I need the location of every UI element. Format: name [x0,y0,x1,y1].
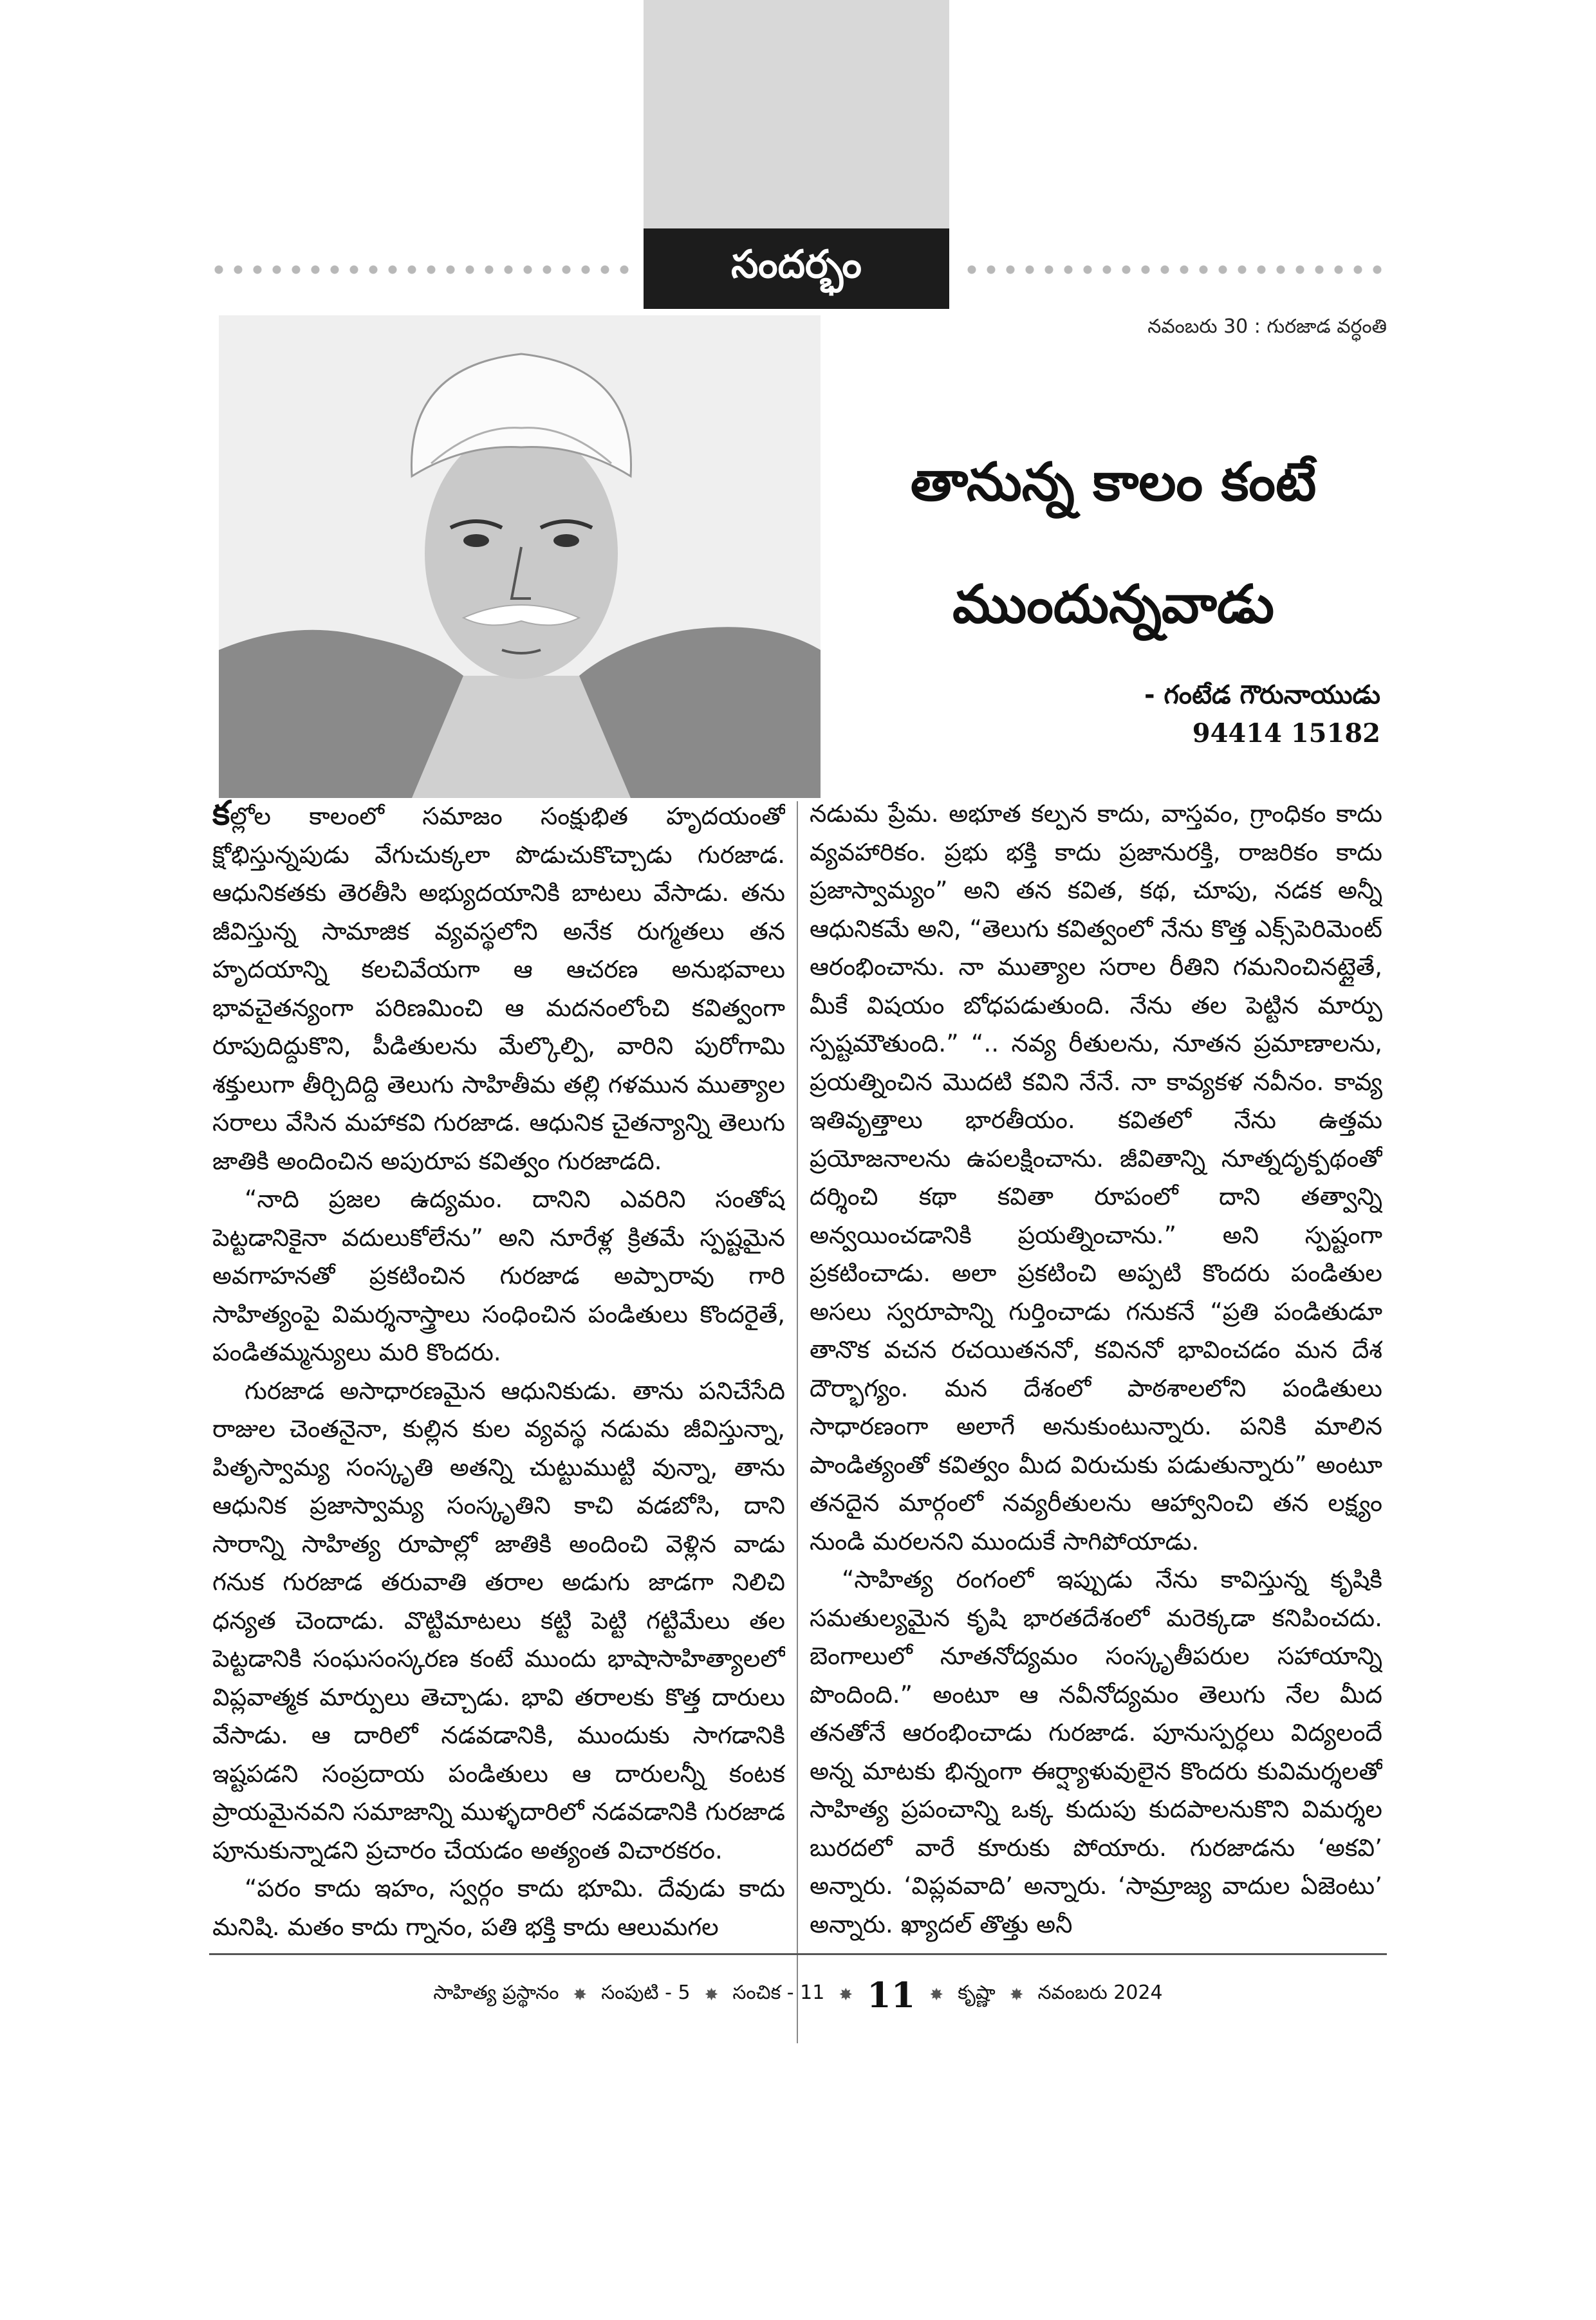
section-label: సందర్భం [644,228,949,309]
separator-star-icon: ✸ [929,1985,944,2005]
separator-star-icon: ✸ [704,1985,719,2005]
paragraph-text: ల్లోల కాలంలో సమాజం సంక్షుభిత హృదయంతో క్షోభిస్తున్నపుడు వేగుచుక్కలా పొడుచుకొచ్చాడు గురజాడ. ఆధునికతకు తెరతీసి అభ్యుదయానికి బాటలు వేసాడు. తను జీవిస్తున్న సామాజిక వ్యవస్థలోని అనేక రుగ్మతలు తన హృదయాన్ని కలచివేయగా ఆ ఆచరణ అనుభవాలు భావచైతన్యంగా పరిణమించి ఆ మదనంలోంచి కవిత్వంగా రూపుదిద్దుకొని, పీడితులను మేల్కొల్పి, వారిని పురోగామి శక్తులుగా తీర్చిదిద్ది తెలుగు సాహితీమ తల్లి గళమున ముత్యాల సరాలు వేసిన మహాకవి గురజాడ. ఆధునిక చైతన్యాన్ని తెలుగు జాతికి అందించిన అపురూప కవిత్వం గురజాడది. [212,802,785,1175]
occasion-note: నవంబరు 30 : గురజాడ వర్ధంతి [1147,315,1387,338]
issue-date: నవంబరు 2024 [1037,1981,1163,2004]
column-divider [797,801,798,2043]
page-number: 11 [867,1974,916,2016]
drop-cap: క [212,795,230,833]
issue-label: సంచిక - 11 [732,1981,825,2004]
body-column-left [212,795,785,2320]
body-column-right [810,795,1382,2320]
title-line-1: తానున్న కాలం కంటే [910,452,1317,513]
dotted-rule-right [962,265,1387,274]
magazine-name: సాహిత్య ప్రస్థానం [433,1981,559,2004]
paragraph: “నాది ప్రజల ఉద్యమం. దానిని ఎవరిని సంతోష పెట్టడానికైనా వదులుకోలేను” అని నూరేళ్ల క్రితమే స్పష్టమైన అవగాహనతో ప్రకటించిన గురజాడ అప్పారావు గారి సాహిత్యంపై విమర్శనాస్త్రాలు సంధించిన పండితులు కొందరైతే, పండితమ్మన్యులు మరి కొందరు. [212,1185,785,1366]
page-footer [209,1969,1387,2021]
month-name: కృష్ణా [958,1981,996,2004]
paragraph [212,795,785,1180]
separator-star-icon: ✸ [573,1985,588,2005]
title-line-2: ముందున్నవాడు [952,574,1274,635]
paragraph: గురజాడ అసాధారణమైన ఆధునికుడు. తాను పనిచేసేది రాజుల చెంతనైనా, కుల్లిన కుల వ్యవస్థ నడుమ జీవిస్తున్నా, పితృస్వామ్య సంస్కృతి అతన్ని చుట్టుముట్టి వున్నా, తాను ఆధునిక ప్రజాస్వామ్య సంస్కృతిని కాచి వడబోసి, దాని సారాన్ని సాహిత్య రూపాల్లో జాతికి అందించి వెళ్లిన వాడు గనుక గురజాడ తరువాతి తరాల అడుగు జాడగా నిలిచి ధన్యత చెందాడు. వొట్టిమాటలు కట్టి పెట్టి గట్టిమేలు తల పెట్టడానికి సంఘసంస్కరణ కంటే ముందు భాషాసాహిత్యాలలో విప్లవాత్మక మార్పులు తెచ్చాడు. భావి తరాలకు కొత్త దారులు వేసాడు. ఆ దారిలో నడవడానికి, ముందుకు సాగడానికి ఇష్టపడని సంప్రదాయ పండితులు ఆ దారులన్నీ కంటక ప్రాయమైనవని సమాజాన్ని ముళ్ళదారిలో నడవడానికి గురజాడ పూనుకున్నాడని ప్రచారం చేయడం అత్యంత విచారకరం. [212,1376,785,1864]
paragraph: “సాహిత్య రంగంలో ఇప్పుడు నేను కావిస్తున్న కృషికి సమతుల్యమైన కృషి భారతదేశంలో మరెక్కడా కనిపించదు. బెంగాలులో నూతనోద్యమం సంస్కృతీపరుల సహాయాన్ని పొందింది.” అంటూ ఆ నవీనోద్యమం తెలుగు నేల మీద తనతోనే ఆరంభించాడు గురజాడ. పూనుస్పర్ధలు విద్యలందే అన్న మాటకు భిన్నంగా ఈర్ష్యాళువులైన కొందరు కువిమర్శలతో సాహిత్య ప్రపంచాన్ని ఒక్క కుదుపు కుదపాలనుకొని విమర్శల బురదలో వారే కూరుకు పోయారు. గురజాడను ‘అకవి’ అన్నారు. ‘విప్లవవాది’ అన్నారు. ‘సామ్రాజ్య వాదుల ఏజెంటు’ అన్నారు. ఖ్యాదల్ తొత్తు అనీ [810,1565,1382,1938]
author-name: - గంటేడ గౌరునాయుడు [1144,680,1380,710]
author-phone: 94414 15182 [1192,718,1380,748]
article-title [837,422,1390,666]
header-tab [644,0,949,228]
dotted-rule-left [209,265,634,274]
separator-star-icon: ✸ [1009,1985,1024,2005]
byline [1144,676,1380,753]
volume-label: సంపుటి - 5 [601,1981,691,2004]
author-portrait [219,315,821,798]
separator-star-icon: ✸ [839,1985,853,2005]
footer-rule [209,1953,1387,1955]
paragraph: “పరం కాదు ఇహం, స్వర్గం కాదు భూమి. దేవుడు కాదు మనిషి. మతం కాదు గ్నానం, పతి భక్తి కాదు ఆలుమగల [212,1874,785,1941]
portrait-sketch-icon [219,315,821,798]
paragraph: నడుమ ప్రేమ. అభూత కల్పన కాదు, వాస్తవం, గ్రాంధికం కాదు వ్యవహారికం. ప్రభు భక్తి కాదు ప్రజానురక్తి, రాజరికం కాదు ప్రజాస్వామ్యం” అని తన కవిత, కథ, చూపు, నడక అన్నీ ఆధునికమే అని, “తెలుగు కవిత్వంలో నేను కొత్త ఎక్స్‌పెరిమెంట్ ఆరంభించాను. నా ముత్యాల సరాల రీతిని గమనించినట్లైతే, మీకే విషయం బోధపడుతుంది. నేను తల పెట్టిన మార్పు స్పష్టమౌతుంది.” “.. నవ్య రీతులను, నూతన ప్రమాణాలను, ప్రయత్నించిన మొదటి కవిని నేనే. నా కావ్యకళ నవీనం. కావ్య ఇతివృత్తాలు భారతీయం. కవితలో నేను ఉత్తమ ప్రయోజనాలను ఉపలక్షించాను. జీవితాన్ని నూత్నదృక్పథంతో దర్శించి కథా కవితా రూపంలో దాని తత్వాన్ని అన్వయించడానికి ప్రయత్నించాను.” అని స్పష్టంగా ప్రకటించాడు. అలా ప్రకటించి అప్పటి కొందరు పండితుల అసలు స్వరూపాన్ని గుర్తించాడు గనుకనే “ప్రతి పండితుడూ తానొక వచన రచయితననో, కవిననో భావించడం మన దేశ దౌర్భాగ్యం. మన దేశంలో పాఠశాలలోని పండితులు సాధారణంగా అలాగే అనుకుంటున్నారు. పనికి మాలిన పాండిత్యంతో కవిత్వం మీద విరుచుకు పడుతున్నారు” అంటూ తనదైన మార్గంలో నవ్యరీతులను ఆహ్వానించి తన లక్ష్యం నుండి మరలనని ముందుకే సాగిపోయాడు. [810,799,1382,1555]
